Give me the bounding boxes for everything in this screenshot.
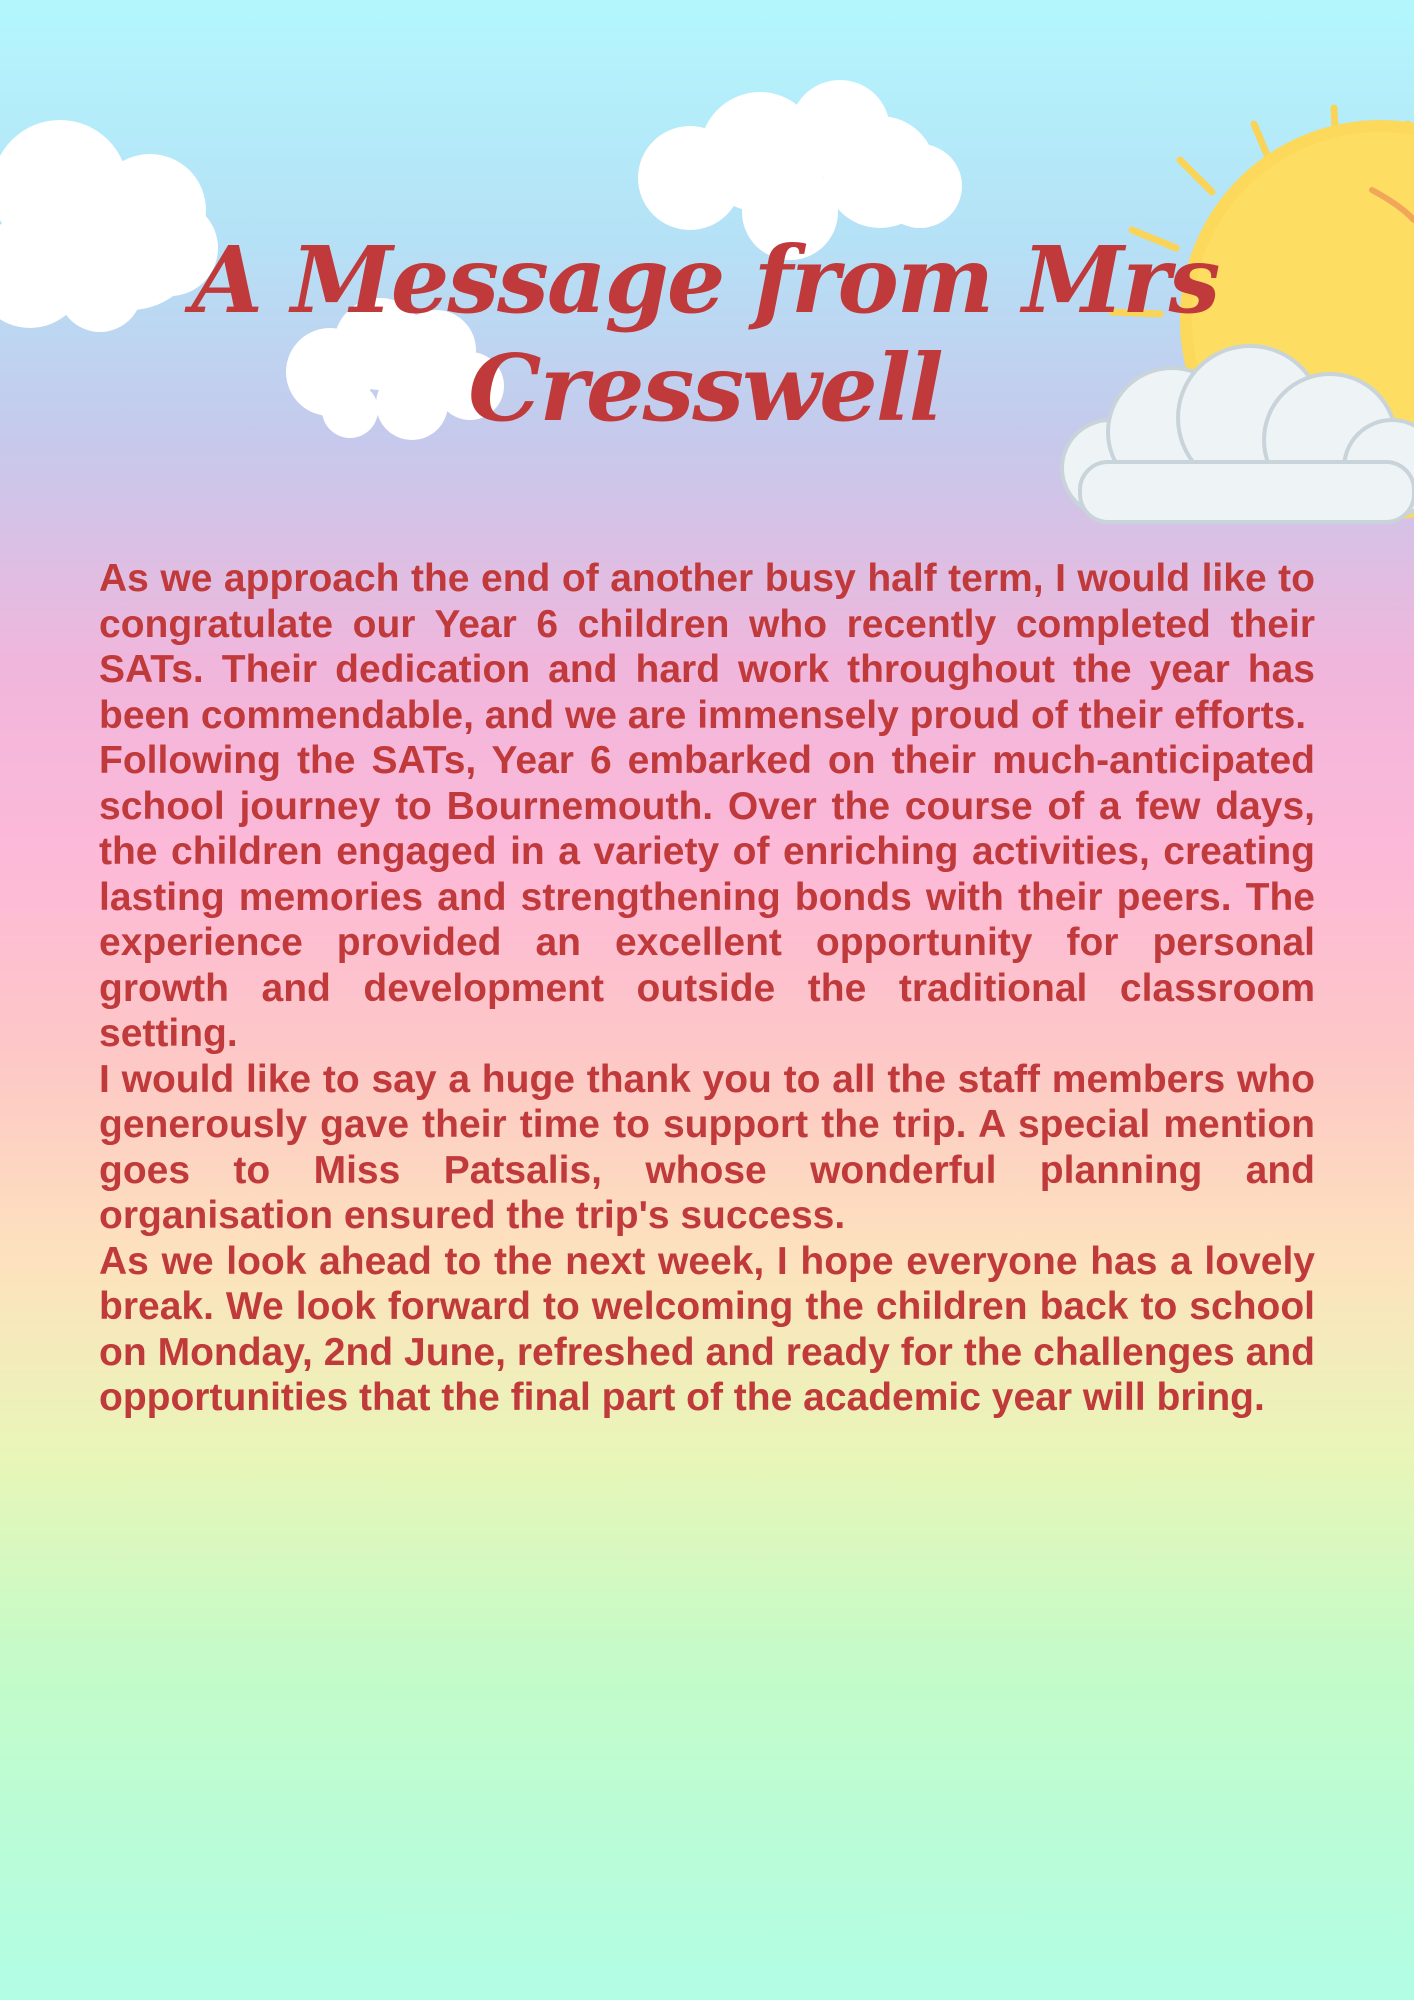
page-title: A Message from Mrs Cresswell bbox=[191, 226, 1219, 442]
paragraph-sats: As we approach the end of another busy half term, I would like to congratulate our Year 6 children who recently completed their SATs. Their dedication and hard work throughout the year has been commendable, and we are immensely proud of their efforts. bbox=[99, 557, 1315, 737]
message-body bbox=[99, 556, 1315, 1421]
paragraph-thanks: I would like to say a huge thank you to all the staff members who generously gave their time to support the trip. A special mention goes to Miss Patsalis, whose wonderful planning and organisation ensured the trip's success. bbox=[99, 1057, 1315, 1237]
paragraph-school-journey: Following the SATs, Year 6 embarked on their much-anticipated school journey to Bournemouth. Over the course of a few days, the children engaged in a variety of enriching activities, creating lasting memories and strengthening bonds with their peers. The experience provided an excellent opportunity for personal growth and development outside the traditional classroom setting. bbox=[99, 739, 1315, 1055]
paragraph-half-term: As we look ahead to the next week, I hope everyone has a lovely break. We look forward to welcoming the children back to school on Monday, 2nd June, refreshed and ready for the challenges and opportunities that the final part of the academic year will bring. bbox=[99, 1239, 1315, 1419]
